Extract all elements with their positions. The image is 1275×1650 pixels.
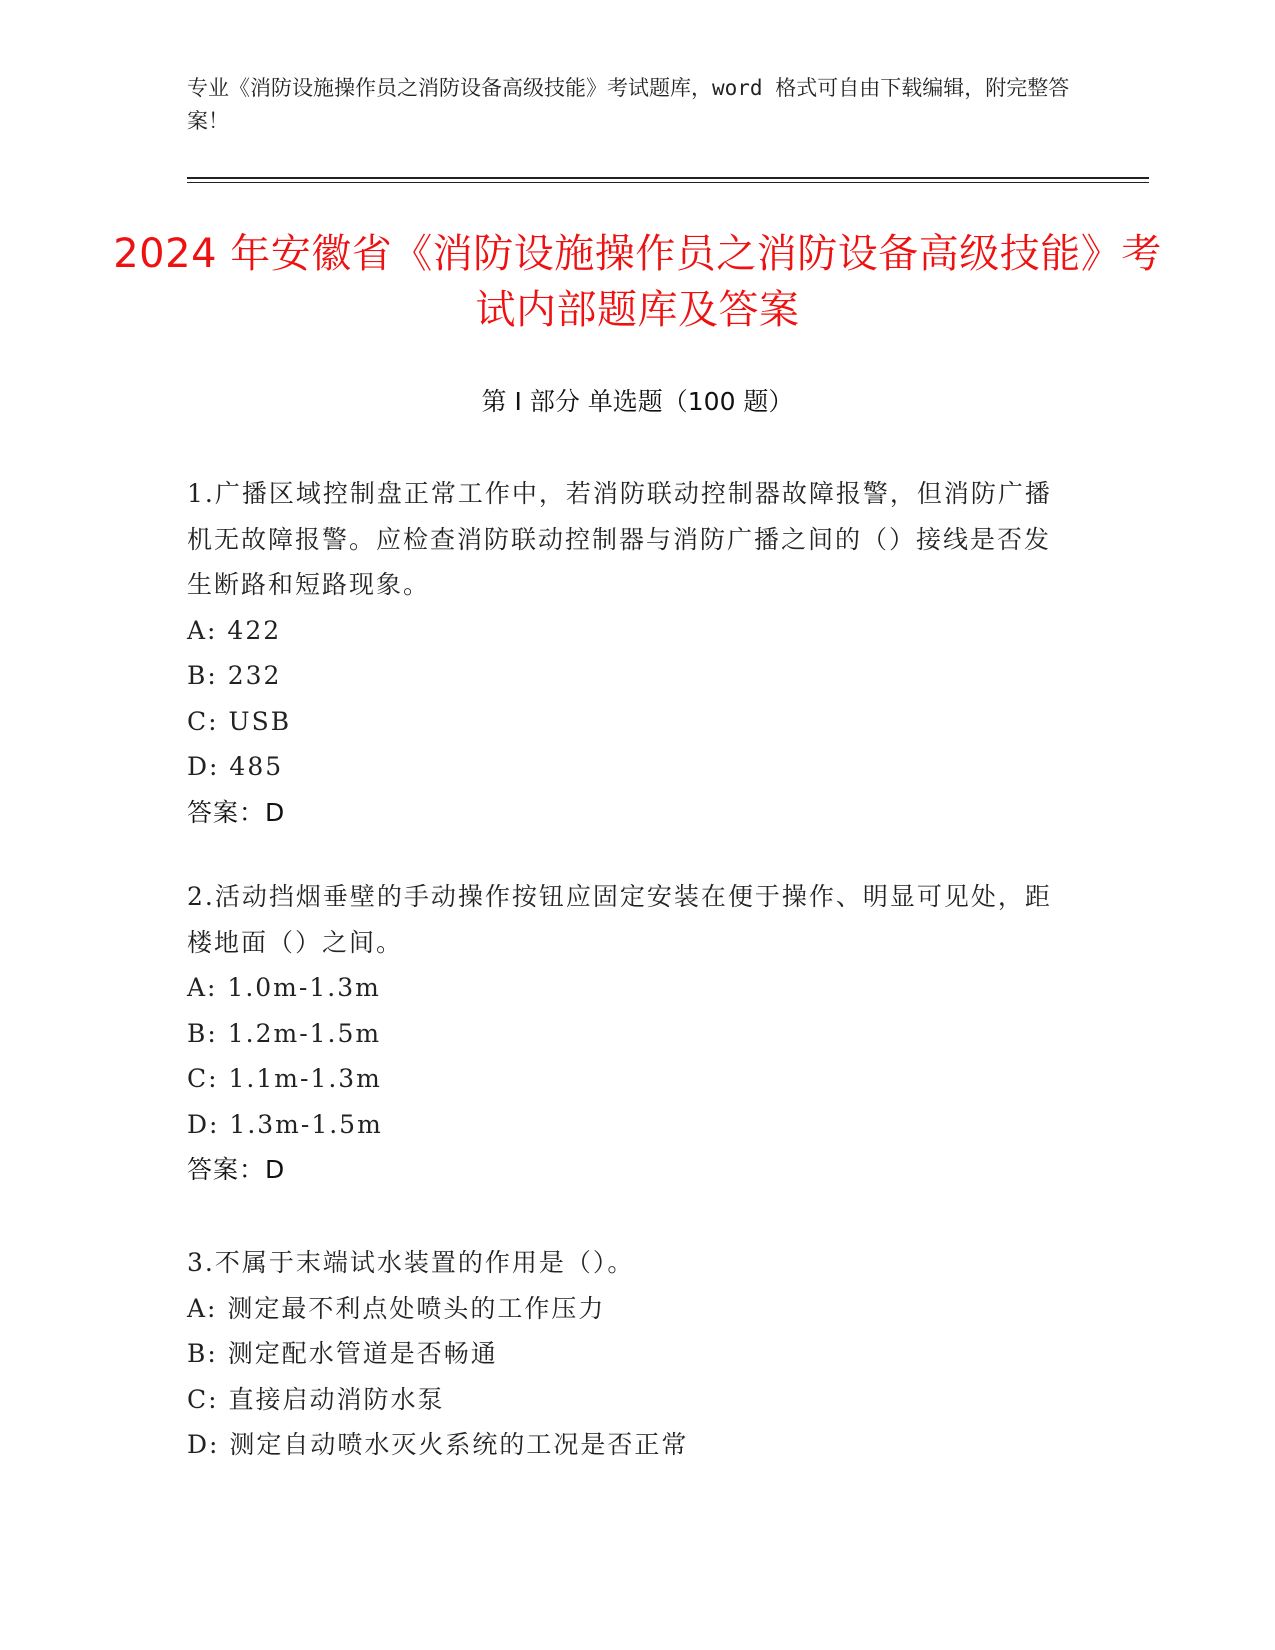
- header-rule-thin: [187, 182, 1149, 183]
- section-heading: 第 I 部分 单选题（100 题）: [481, 387, 794, 416]
- question-stem: 1.广播区域控制盘正常工作中，若消防联动控制器故障报警，但消防广播机无故障报警。应检查消防联动控制器与消防广播之间的（）接线是否发生断路和短路现象。: [187, 479, 1052, 599]
- header-note: 专业《消防设施操作员之消防设备高级技能》考试题库，word 格式可自由下载编辑，附完整答案！: [187, 76, 1070, 133]
- question-1: [187, 471, 1067, 835]
- option-a: A: 1.0m-1.3m: [187, 973, 381, 1002]
- question-3: [187, 1240, 1067, 1468]
- answer: 答案：D: [187, 797, 286, 827]
- option-c: C: 直接启动消防水泵: [187, 1384, 445, 1414]
- question-stem: 3.不属于末端试水装置的作用是（）。: [187, 1248, 635, 1277]
- option-b: B: 232: [187, 661, 282, 690]
- question-stem: 2.活动挡烟垂壁的手动操作按钮应固定安装在便于操作、明显可见处，距楼地面（）之间。: [187, 882, 1052, 957]
- option-a: A: 测定最不利点处喷头的工作压力: [187, 1293, 606, 1323]
- option-b: B: 1.2m-1.5m: [187, 1018, 382, 1048]
- option-c: C: USB: [187, 706, 292, 736]
- document-title: 2024 年安徽省《消防设施操作员之消防设备高级技能》考试内部题库及答案: [113, 231, 1162, 333]
- option-d: D: 485: [187, 752, 284, 781]
- option-d: D: 1.3m-1.5m: [187, 1109, 383, 1139]
- question-2: [187, 874, 1067, 1193]
- option-b: B: 测定配水管道是否畅通: [187, 1339, 498, 1368]
- header-rule-thick: [187, 177, 1149, 179]
- option-d: D: 测定自动喷水灭火系统的工况是否正常: [187, 1430, 689, 1459]
- option-a: A: 422: [187, 615, 282, 645]
- answer: 答案：D: [187, 1155, 286, 1184]
- option-c: C: 1.1m-1.3m: [187, 1064, 382, 1093]
